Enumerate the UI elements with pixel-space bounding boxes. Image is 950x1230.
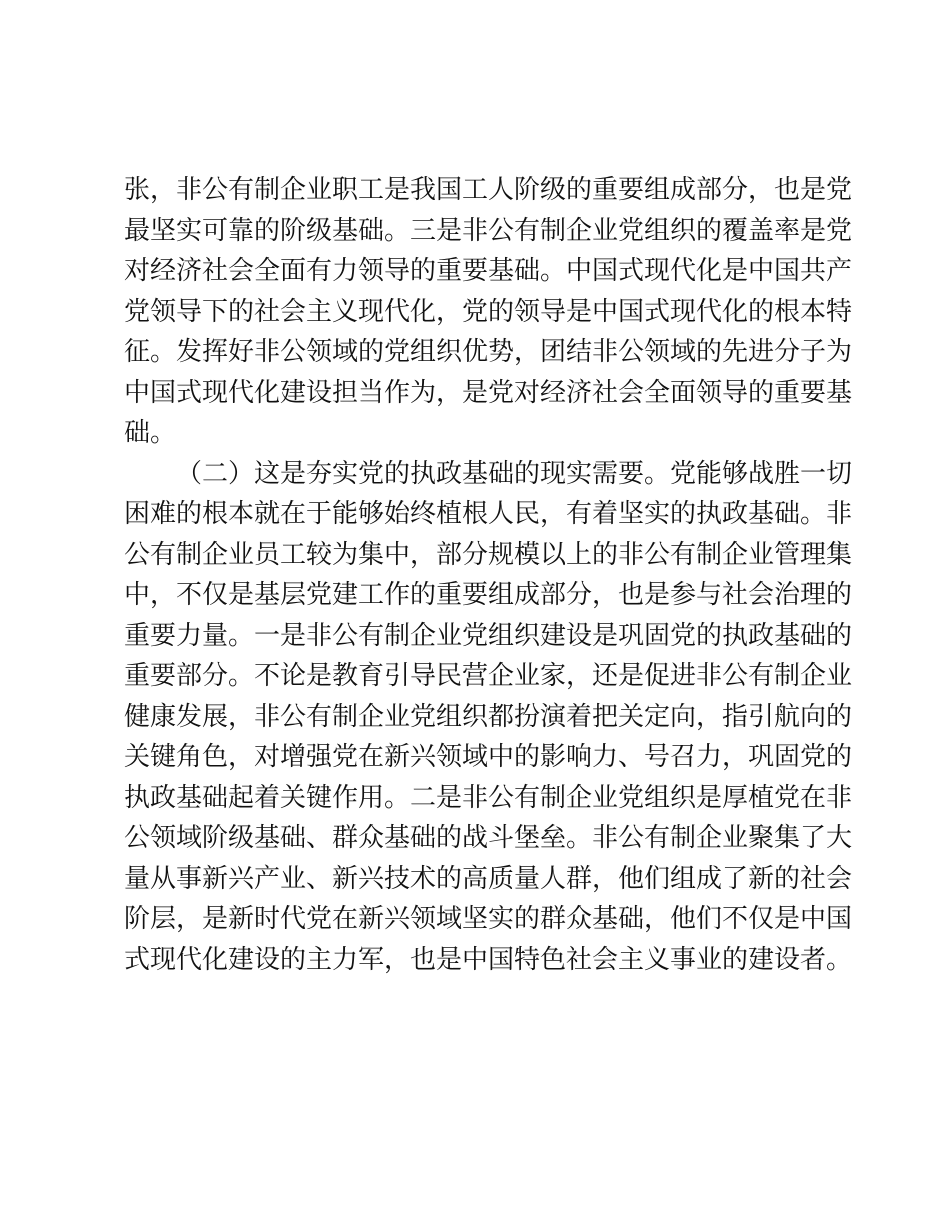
text-line: 健康发展，非公有制企业党组织都扮演着把关定向，指引航向的 — [124, 701, 853, 732]
text-line: 式现代化建设的主力军，也是中国特色社会主义事业的建设者。 — [124, 944, 853, 975]
text-line: 张，非公有制企业职工是我国工人阶级的重要组成部分，也是党 — [124, 175, 853, 205]
text-line: 关键角色，对增强党在新兴领域中的影响力、号召力，巩固党的 — [124, 742, 853, 772]
text-line: 执政基础起着关键作用。二是非公有制企业党组织是厚植党在非 — [124, 782, 853, 813]
text-line: 征。发挥好非公领域的党组织优势，团结非公领域的先进分子为 — [124, 337, 853, 367]
text-line: 量从事新兴产业、新兴技术的高质量人群，他们组成了新的社会 — [124, 863, 853, 894]
text-line: 中，不仅是基层党建工作的重要组成部分，也是参与社会治理的 — [124, 580, 853, 610]
text-line: 础。 — [124, 418, 177, 448]
text-line: 最坚实可靠的阶级基础。三是非公有制企业党组织的覆盖率是党 — [124, 215, 853, 246]
section-heading-line: （二）这是夯实党的执政基础的现实需要。党能够战胜一切 — [176, 458, 853, 489]
text-line: 重要部分。不论是教育引导民营企业家，还是促进非公有制企业 — [124, 661, 853, 691]
text-line: 阶层，是新时代党在新兴领域坚实的群众基础，他们不仅是中国 — [124, 904, 853, 934]
text-line: 对经济社会全面有力领导的重要基础。中国式现代化是中国共产 — [124, 256, 853, 286]
body-text — [124, 170, 853, 980]
text-line: 党领导下的社会主义现代化，党的领导是中国式现代化的根本特 — [124, 296, 853, 327]
text-line: 中国式现代化建设担当作为，是党对经济社会全面领导的重要基 — [124, 377, 853, 408]
text-line: 公有制企业员工较为集中，部分规模以上的非公有制企业管理集 — [124, 539, 853, 570]
text-line: 重要力量。一是非公有制企业党组织建设是巩固党的执政基础的 — [124, 620, 853, 651]
text-line: 公领域阶级基础、群众基础的战斗堡垒。非公有制企业聚集了大 — [124, 823, 853, 853]
text-line: 困难的根本就在于能够始终植根人民，有着坚实的执政基础。非 — [124, 499, 853, 529]
